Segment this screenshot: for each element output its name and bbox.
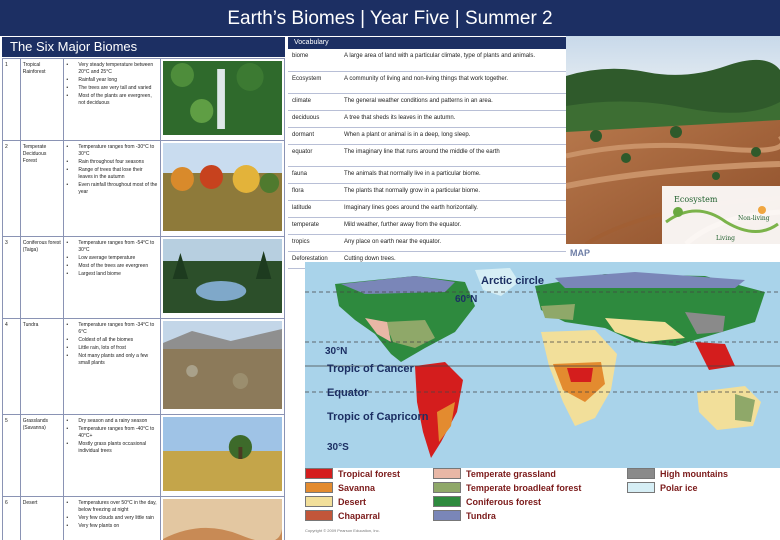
- tropic-capricorn-label: Tropic of Capricorn: [327, 411, 429, 423]
- biome-number: 1: [3, 59, 21, 141]
- biome-number: 5: [3, 415, 21, 497]
- equator-label: Equator: [327, 387, 369, 399]
- vocabulary-row: [288, 166, 566, 183]
- vocabulary-row: [288, 49, 566, 71]
- biome-name: Tundra: [20, 319, 64, 415]
- vocabulary-definition: A community of living and non-living things that work together.: [340, 71, 566, 93]
- biome-number: 3: [3, 237, 21, 319]
- biome-fact: • Little rain, lots of frost: [66, 345, 158, 352]
- biome-fact: • Very few clouds and very little rain: [66, 515, 158, 522]
- vocabulary-row: [288, 200, 566, 217]
- legend-label: Temperate grassland: [466, 469, 556, 479]
- biome-fact: • Low average temperature: [66, 255, 158, 262]
- biome-row: [3, 319, 285, 415]
- biome-fact: • Temperature ranges from -40°C to 40°C+: [66, 426, 158, 440]
- biome-number: 6: [3, 497, 21, 540]
- biome-name: Coniferous forest (Taiga): [20, 237, 64, 319]
- deforestation-photo-art: [566, 36, 780, 244]
- biome-row: [3, 497, 285, 540]
- legend-label: Savanna: [338, 483, 376, 493]
- vocabulary-definition: The imaginary line that runs around the middle of the earth: [340, 144, 566, 166]
- vocabulary-term: temperate: [288, 217, 340, 234]
- vocabulary-row: [288, 127, 566, 144]
- biome-photo: [160, 319, 284, 415]
- legend-swatch: [433, 482, 461, 493]
- living-label: Living: [716, 235, 735, 242]
- vocabulary-term: biome: [288, 49, 340, 71]
- biomes-header: The Six Major Biomes: [2, 37, 285, 57]
- vocabulary-definition: When a plant or animal is in a deep, long sleep.: [340, 127, 566, 144]
- vocabulary-definition: A large area of land with a particular climate, type of plants and animals.: [340, 49, 566, 71]
- biome-name: Grasslands (Savanna): [20, 415, 64, 497]
- vocabulary-table: [288, 49, 566, 269]
- biome-fact: • Coldest of all the biomes: [66, 337, 158, 344]
- legend-label: Coniferous forest: [466, 497, 542, 507]
- vocabulary-row: [288, 217, 566, 234]
- biome-fact: • Temperature ranges from -30°C to 30°C: [66, 144, 158, 158]
- biome-fact: • Very steady temperature between 20°C and 25°C: [66, 62, 158, 76]
- biome-facts: [64, 497, 161, 540]
- lat-60n-label: 60°N: [455, 294, 478, 305]
- biome-row: [3, 59, 285, 141]
- legend-label: Tropical forest: [338, 469, 401, 479]
- ecosystem-label: Ecosystem: [674, 195, 718, 204]
- legend-label: Tundra: [466, 511, 496, 521]
- vocabulary-definition: The animals that normally live in a particular biome.: [340, 166, 566, 183]
- lat-30n-label: 30°N: [325, 346, 348, 357]
- map-label: MAP: [570, 248, 590, 258]
- biome-number: 2: [3, 141, 21, 237]
- legend-swatch: [433, 496, 461, 507]
- biome-row: [3, 141, 285, 237]
- deforestation-photo: [566, 36, 780, 244]
- biome-fact: • The trees are very tall and varied: [66, 85, 158, 92]
- legend-label: Polar ice: [660, 483, 698, 493]
- biome-fact: • Temperature ranges from -34°C to 6°C: [66, 322, 158, 336]
- biome-photo: [160, 59, 284, 141]
- legend-label: Chaparral: [338, 511, 381, 521]
- vocabulary-term: deciduous: [288, 110, 340, 127]
- vocabulary-term: equator: [288, 144, 340, 166]
- legend-swatch: [433, 468, 461, 479]
- biome-fact: • Most of the trees are evergreen: [66, 263, 158, 270]
- biome-row: [3, 415, 285, 497]
- legend-swatch: [305, 510, 333, 521]
- vocabulary-header: Vocabulary: [288, 37, 566, 49]
- biome-photo: [160, 141, 284, 237]
- vocabulary-row: [288, 183, 566, 200]
- vocabulary-term: Ecosystem: [288, 71, 340, 93]
- biome-photo: [160, 415, 284, 497]
- biome-fact: • Rain throughout four seasons: [66, 159, 158, 166]
- vocabulary-definition: Any place on earth near the equator.: [340, 234, 566, 251]
- biome-fact: • Most of the plants are evergreen, not deciduous: [66, 93, 158, 107]
- nonliving-label: Non-living: [738, 215, 770, 222]
- biome-fact: • Mostly grass plants occasional individual trees: [66, 441, 158, 455]
- vocabulary-definition: The plants that normally grow in a particular biome.: [340, 183, 566, 200]
- biome-photo: [160, 497, 284, 540]
- biome-row: [3, 237, 285, 319]
- vocabulary-term: flora: [288, 183, 340, 200]
- biome-fact: • Dry season and a rainy season: [66, 418, 158, 425]
- biome-facts: [64, 415, 161, 497]
- vocabulary-definition: The general weather conditions and patterns in an area.: [340, 93, 566, 110]
- biome-photo: [160, 237, 284, 319]
- biome-name: Tropical Rainforest: [20, 59, 64, 141]
- vocabulary-row: [288, 144, 566, 166]
- legend-swatch: [627, 482, 655, 493]
- legend-swatch: [305, 496, 333, 507]
- arctic-circle-label: Arctic circle: [481, 275, 544, 287]
- vocabulary-term: latitude: [288, 200, 340, 217]
- map-legend: [305, 468, 780, 536]
- biome-facts: [64, 237, 161, 319]
- legend-swatch: [627, 468, 655, 479]
- world-biome-map: [305, 262, 780, 540]
- legend-label: High mountains: [660, 469, 728, 479]
- biomes-table: [2, 58, 285, 540]
- biome-fact: • Even rainfall throughout most of the year: [66, 182, 158, 196]
- vocabulary-definition: Imaginary lines goes around the earth horizontally.: [340, 200, 566, 217]
- biome-name: Desert: [20, 497, 64, 540]
- legend-swatch: [305, 482, 333, 493]
- vocabulary-term: Deforestation: [288, 251, 340, 268]
- biome-fact: • Largest land biome: [66, 271, 158, 278]
- vocabulary-row: [288, 234, 566, 251]
- biome-fact: • Temperatures over 50°C in the day, below freezing at night: [66, 500, 158, 514]
- page-title: Earth’s Biomes | Year Five | Summer 2: [0, 0, 780, 36]
- biome-number: 4: [3, 319, 21, 415]
- legend-label: Desert: [338, 497, 367, 507]
- vocabulary-definition: A tree that sheds its leaves in the autumn.: [340, 110, 566, 127]
- vocabulary-term: climate: [288, 93, 340, 110]
- legend-swatch: [305, 468, 333, 479]
- vocabulary-term: fauna: [288, 166, 340, 183]
- lat-30s-label: 30°S: [327, 442, 349, 453]
- biome-facts: [64, 141, 161, 237]
- vocabulary-term: tropics: [288, 234, 340, 251]
- world-map-art: [305, 262, 780, 468]
- copyright: Copyright © 2009 Pearson Education, Inc.: [305, 528, 380, 533]
- legend-swatch: [433, 510, 461, 521]
- vocabulary-definition: Cutting down trees.: [340, 251, 566, 268]
- vocabulary-definition: Mild weather, further away from the equator.: [340, 217, 566, 234]
- biome-name: Temperate Deciduous Forest: [20, 141, 64, 237]
- vocabulary-row: [288, 93, 566, 110]
- biome-fact: • Temperature ranges from -54°C to 30°C: [66, 240, 158, 254]
- biome-facts: [64, 319, 161, 415]
- tropic-cancer-label: Tropic of Cancer: [327, 363, 414, 375]
- vocabulary-row: [288, 110, 566, 127]
- biome-fact: • Rainfall year long: [66, 77, 158, 84]
- biome-fact: • Not many plants and only a few small plants: [66, 353, 158, 367]
- vocabulary-row: [288, 71, 566, 93]
- biome-fact: • Range of trees that lose their leaves in the autumn: [66, 167, 158, 181]
- biome-fact: • Very few plants on: [66, 523, 158, 530]
- vocabulary-term: dormant: [288, 127, 340, 144]
- legend-label: Temperate broadleaf forest: [466, 483, 582, 493]
- biome-facts: [64, 59, 161, 141]
